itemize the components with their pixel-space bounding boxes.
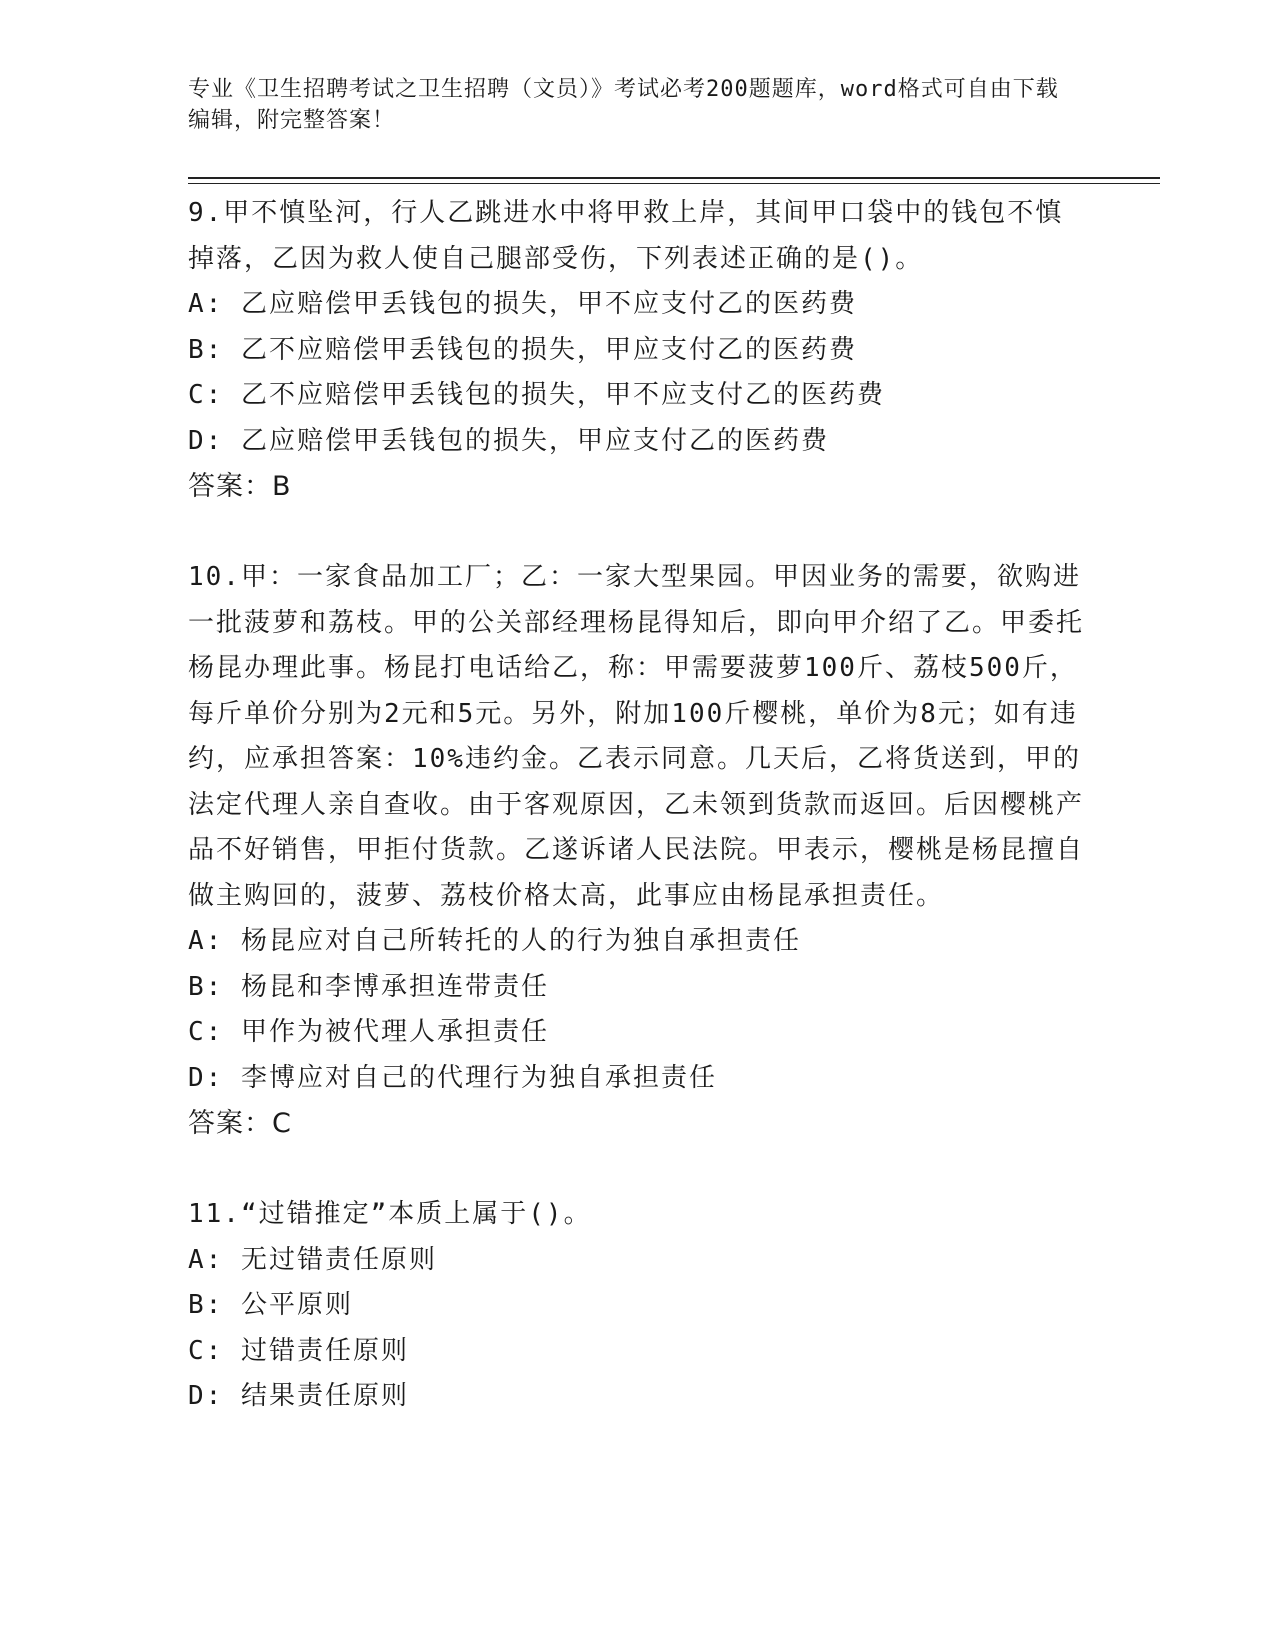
option-a: A: 无过错责任原则 <box>188 1244 437 1275</box>
question-9 <box>188 191 1088 510</box>
option-c: C: 甲作为被代理人承担责任 <box>188 1017 549 1047</box>
answer-line: 答案：C <box>188 1108 292 1139</box>
header-divider-thick <box>188 177 1160 179</box>
option-d: D: 李博应对自己的代理行为独自承担责任 <box>188 1062 717 1093</box>
question-stem: 9.甲不慎坠河，行人乙跳进水中将甲救上岸，其间甲口袋中的钱包不慎掉落，乙因为救人使自己腿部受伤，下列表述正确的是()。 <box>188 198 1064 274</box>
option-b: B: 公平原则 <box>188 1290 353 1320</box>
header-divider-thin <box>188 183 1160 184</box>
question-11 <box>188 1192 1088 1420</box>
option-d: D: 结果责任原则 <box>188 1381 409 1411</box>
spacer <box>188 1147 1088 1193</box>
spacer <box>188 510 1088 556</box>
question-stem: 10.甲：一家食品加工厂；乙：一家大型果园。甲因业务的需要，欲购进一批菠萝和荔枝。甲的公关部经理杨昆得知后，即向甲介绍了乙。甲委托杨昆办理此事。杨昆打电话给乙，称：甲需要菠萝100斤、荔枝500斤，每斤单价分别为2元和5元。另外，附加100斤樱桃，单价为8元；如有违约，应承担答案：10%违约金。乙表示同意。几天后，乙将货送到，甲的法定代理人亲自查收。由于客观原因，乙未领到货款而返回。后因樱桃产品不好销售，甲拒付货款。乙遂诉诸人民法院。甲表示，樱桃是杨昆擅自做主购回的，菠萝、荔枝价格太高，此事应由杨昆承担责任。 <box>188 562 1085 911</box>
question-stem: 11.“过错推定”本质上属于()。 <box>188 1199 592 1229</box>
document-header: 专业《卫生招聘考试之卫生招聘（文员）》考试必考200题题库，word格式可自由下载编辑，附完整答案！ <box>188 77 1059 133</box>
question-list <box>188 191 1088 1420</box>
option-a: A: 乙应赔偿甲丢钱包的损失，甲不应支付乙的医药费 <box>188 289 857 319</box>
option-a: A: 杨昆应对自己所转托的人的行为独自承担责任 <box>188 926 801 956</box>
option-c: C: 乙不应赔偿甲丢钱包的损失，甲不应支付乙的医药费 <box>188 380 885 410</box>
answer-line: 答案：B <box>188 471 292 502</box>
option-c: C: 过错责任原则 <box>188 1335 409 1366</box>
question-10 <box>188 555 1088 1147</box>
option-b: B: 乙不应赔偿甲丢钱包的损失，甲应支付乙的医药费 <box>188 334 857 365</box>
option-b: B: 杨昆和李博承担连带责任 <box>188 971 549 1002</box>
option-d: D: 乙应赔偿甲丢钱包的损失，甲应支付乙的医药费 <box>188 425 829 456</box>
